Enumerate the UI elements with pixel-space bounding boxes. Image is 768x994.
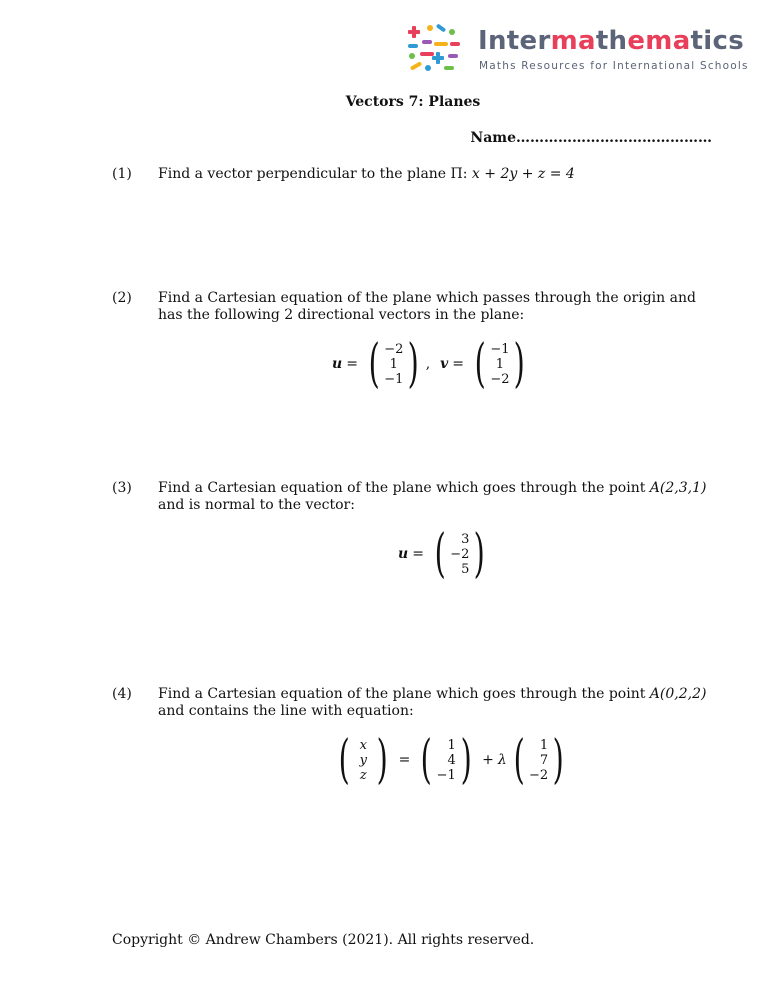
vector-u-label: u (332, 356, 343, 372)
question-3-text (158, 480, 718, 514)
question-1-prompt: Find a vector perpendicular to the plane Π: (158, 166, 472, 182)
vector-v-x: −1 (490, 341, 510, 357)
vector-u: ( −2 1 −1 ) (368, 334, 420, 394)
question-1-equation: x + 2y + z = 4 (471, 166, 575, 182)
logo-word-part4: ema (627, 26, 691, 56)
vector-u3-label: u (398, 546, 409, 562)
vector-u3: ( 3 −2 5 ) (434, 524, 486, 584)
vector-v-z: −2 (490, 371, 510, 387)
vector-v-y: 1 (495, 356, 505, 372)
logo-word-part1: Inter (478, 26, 551, 56)
line-pos-z: −1 (436, 767, 456, 783)
question-4-prompt-b: and contains the line with equation: (158, 703, 414, 719)
question-1-text (158, 166, 718, 183)
line-dir-z: −2 (529, 767, 549, 783)
question-4-prompt-a: Find a Cartesian equation of the plane which goes through the point (158, 686, 650, 702)
vector-u3-z: 5 (461, 561, 470, 577)
name-field-label: Name…………………………………… (470, 130, 712, 146)
vector-u-x: −2 (384, 341, 404, 357)
line-parameter: λ (497, 752, 507, 768)
logo-tagline: Maths Resources for International Schools (479, 60, 749, 72)
copyright-footer: Copyright © Andrew Chambers (2021). All rights reserved. (112, 932, 535, 948)
question-3-vector: u = ( 3 −2 5 ) (398, 528, 492, 580)
question-2-vectors: u = ( −2 1 −1 ) , v = ( −1 1 −2 ) (332, 338, 532, 390)
line-lhs-x: x (359, 737, 367, 753)
logo-word-part3: th (595, 26, 628, 56)
vector-u-y: 1 (389, 356, 398, 372)
question-4-line-equation: ( x y z ) = ( 1 4 −1 ) + λ ( 1 7 −2 ) (332, 734, 570, 786)
logo-word-part2: ma (550, 26, 596, 56)
line-lhs-vector: ( x y z ) (338, 730, 389, 790)
question-4-text (158, 686, 718, 720)
question-3-prompt-b: and is normal to the vector: (158, 497, 355, 513)
vector-u3-x: 3 (461, 531, 470, 547)
question-4-point: A(0,2,2) (649, 686, 707, 702)
line-direction-vector: ( 1 7 −2 ) (513, 730, 564, 790)
line-position-vector: ( 1 4 −1 ) (420, 730, 472, 790)
vector-u-z: −1 (384, 371, 404, 387)
line-dir-y: 7 (539, 752, 549, 768)
question-4-number: (4) (112, 686, 132, 702)
line-lhs-y: y (359, 752, 367, 768)
line-pos-y: 4 (447, 752, 456, 768)
question-3-number: (3) (112, 480, 132, 496)
vector-v-label: v (440, 356, 449, 372)
line-dir-x: 1 (539, 737, 549, 753)
question-2-number: (2) (112, 290, 132, 306)
question-3-point: A(2,3,1) (649, 480, 707, 496)
question-3-prompt-a: Find a Cartesian equation of the plane which goes through the point (158, 480, 650, 496)
vector-u3-y: −2 (450, 546, 470, 562)
question-2-text: Find a Cartesian equation of the plane which passes through the origin and has the following 2 directional vectors in the plane: (158, 290, 696, 323)
line-pos-x: 1 (447, 737, 456, 753)
logo-word-part5: tics (690, 26, 744, 56)
logo-wordmark (478, 26, 744, 56)
line-lhs-z: z (359, 767, 367, 783)
worksheet-title: Vectors 7: Planes (345, 94, 481, 110)
vector-v: ( −1 1 −2 ) (474, 334, 526, 394)
question-1-number: (1) (112, 166, 132, 182)
logo-dots-icon (406, 24, 462, 74)
